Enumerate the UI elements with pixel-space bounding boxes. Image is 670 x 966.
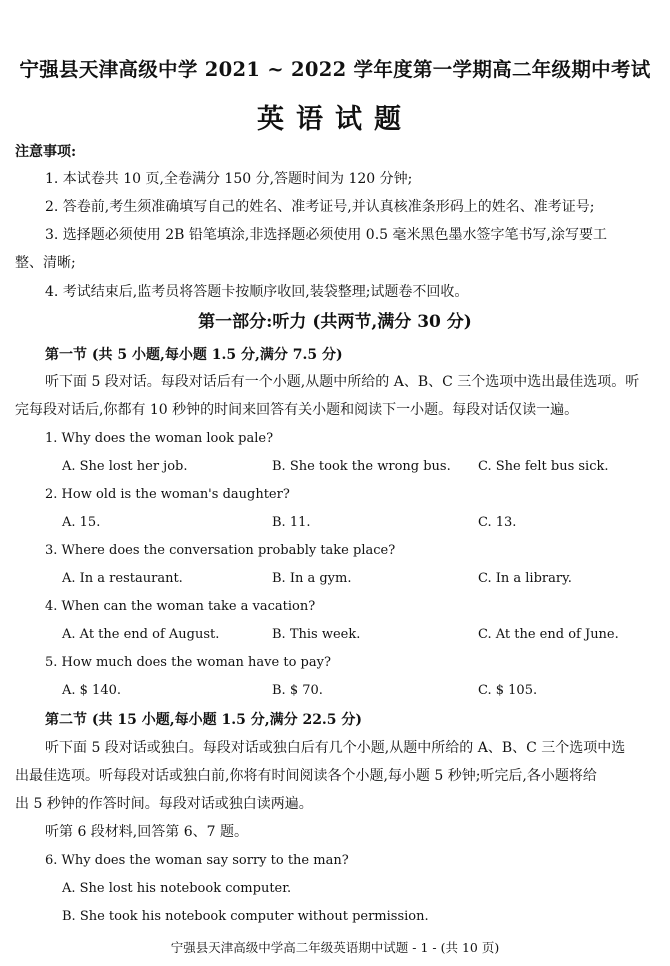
question-1-option-a: A. She lost her job. (62, 459, 188, 474)
question-6-stem: 6. Why does the woman say sorry to the man? (45, 853, 349, 868)
question-2-option-c: C. 13. (478, 515, 517, 530)
question-4-option-b: B. This week. (272, 627, 361, 642)
question-5-stem: 5. How much does the woman have to pay? (45, 655, 331, 670)
section2-instructions-cont: 出最佳选项。听每段对话或独白前,你将有时间阅读各个小题,每小题 5 秒钟;听完后,各小题将给 (15, 768, 597, 784)
subject-title: 英语试题 (257, 104, 413, 135)
question-5-option-b: B. $ 70. (272, 683, 323, 698)
question-5-option-a: A. $ 140. (62, 683, 122, 698)
notice-item-3-cont: 整、清晰; (15, 255, 76, 271)
question-1-option-b: B. She took the wrong bus. (272, 459, 451, 474)
question-1-option-c: C. She felt bus sick. (478, 459, 609, 474)
page-footer: 宁强县天津高级中学高二年级英语期中试题 - 1 - (共 10 页) (170, 940, 500, 955)
question-6-option-a: A. She lost his notebook computer. (62, 881, 292, 896)
part1-title: 第一部分:听力 (共两节,满分 30 分) (198, 312, 472, 332)
question-3-stem: 3. Where does the conversation probably take place? (45, 543, 396, 558)
question-6-option-b: B. She took his notebook computer without permission. (62, 909, 429, 924)
question-3-option-c: C. In a library. (478, 571, 572, 586)
notice-item-2: 2. 答卷前,考生须准确填写自己的姓名、准考证号,并认真核准条形码上的姓名、准考证号; (45, 199, 595, 215)
notice-item-1: 1. 本试卷共 10 页,全卷满分 150 分,答题时间为 120 分钟; (45, 171, 413, 187)
notice-item-4: 4. 考试结束后,监考员将答题卡按顺序收回,装袋整理;试题卷不回收。 (45, 284, 469, 300)
notice-item-3: 3. 选择题必须使用 2B 铅笔填涂,非选择题必须使用 0.5 毫米黑色墨水签字笔书写,涂写要工 (45, 227, 607, 243)
question-3-option-a: A. In a restaurant. (62, 571, 183, 586)
section2-instructions-cont2: 出 5 秒钟的作答时间。每段对话或独白读两遍。 (15, 796, 313, 812)
notice-label: 注意事项: (15, 144, 77, 160)
question-2-option-b: B. 11. (272, 515, 311, 530)
question-4-stem: 4. When can the woman take a vacation? (45, 599, 316, 614)
material-6-label: 听第 6 段材料,回答第 6、7 题。 (45, 824, 248, 840)
section1-title: 第一节 (共 5 小题,每小题 1.5 分,满分 7.5 分) (45, 347, 343, 363)
question-2-stem: 2. How old is the woman's daughter? (45, 487, 290, 502)
school-title: 宁强县天津高级中学 2021 ~ 2022 学年度第一学期高二年级期中考试 (19, 58, 651, 81)
section1-instructions-cont: 完每段对话后,你都有 10 秒钟的时间来回答有关小题和阅读下一小题。每段对话仅读一遍。 (15, 402, 579, 418)
question-1-stem: 1. Why does the woman look pale? (45, 431, 274, 446)
question-4-option-a: A. At the end of August. (62, 627, 220, 642)
question-2-option-a: A. 15. (62, 515, 101, 530)
question-4-option-c: C. At the end of June. (478, 627, 619, 642)
section1-instructions: 听下面 5 段对话。每段对话后有一个小题,从题中所给的 A、B、C 三个选项中选出最佳选项。听 (45, 374, 640, 390)
question-3-option-b: B. In a gym. (272, 571, 352, 586)
section2-instructions: 听下面 5 段对话或独白。每段对话或独白后有几个小题,从题中所给的 A、B、C 三个选项中选 (45, 740, 626, 756)
question-5-option-c: C. $ 105. (478, 683, 538, 698)
section2-title: 第二节 (共 15 小题,每小题 1.5 分,满分 22.5 分) (45, 712, 363, 728)
